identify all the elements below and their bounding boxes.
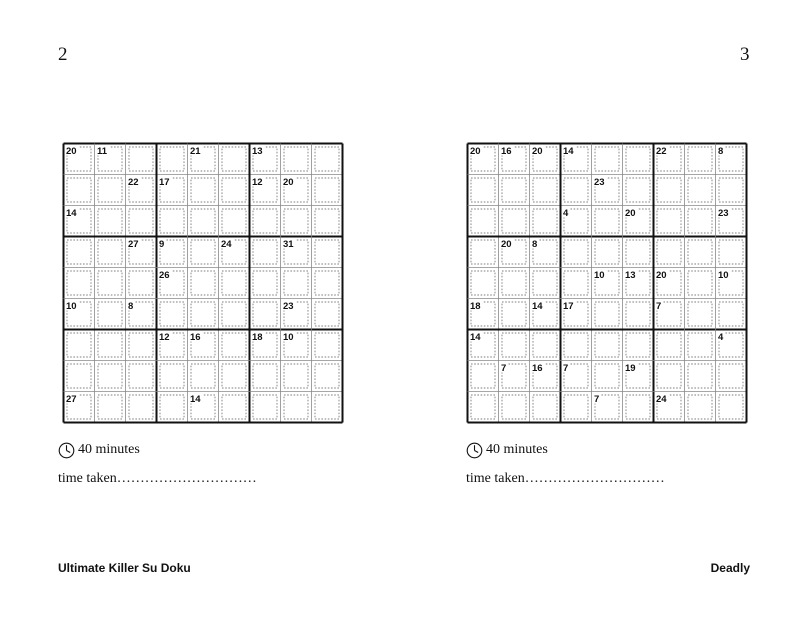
sudoku-cell[interactable] (219, 237, 250, 268)
sudoku-cell[interactable] (561, 361, 592, 392)
time-taken-right: time taken………………………… (466, 471, 665, 486)
page-number-right: 3 (740, 44, 750, 65)
sudoku-cell[interactable] (281, 268, 312, 299)
sudoku-cell[interactable] (716, 237, 747, 268)
sudoku-cell[interactable] (499, 237, 530, 268)
sudoku-cell[interactable] (468, 392, 499, 423)
sudoku-cell[interactable] (561, 330, 592, 361)
sudoku-cell[interactable] (281, 330, 312, 361)
sudoku-cell[interactable] (312, 206, 343, 237)
sudoku-cell[interactable] (157, 392, 188, 423)
sudoku-cell[interactable] (64, 206, 95, 237)
sudoku-cell[interactable] (188, 268, 219, 299)
sudoku-cell[interactable] (685, 268, 716, 299)
sudoku-cell[interactable] (126, 361, 157, 392)
sudoku-cell[interactable] (95, 330, 126, 361)
sudoku-cell[interactable] (281, 237, 312, 268)
sudoku-cell[interactable] (312, 392, 343, 423)
sudoku-cell[interactable] (716, 144, 747, 175)
sudoku-cell[interactable] (157, 299, 188, 330)
sudoku-cell[interactable] (95, 268, 126, 299)
sudoku-cell[interactable] (95, 237, 126, 268)
sudoku-cell[interactable] (623, 144, 654, 175)
sudoku-cell[interactable] (95, 144, 126, 175)
sudoku-cell[interactable] (530, 392, 561, 423)
sudoku-cell[interactable] (126, 175, 157, 206)
sudoku-cell[interactable] (499, 268, 530, 299)
sudoku-cell[interactable] (530, 206, 561, 237)
sudoku-cell[interactable] (250, 237, 281, 268)
sudoku-cell[interactable] (592, 175, 623, 206)
sudoku-cell[interactable] (499, 206, 530, 237)
sudoku-cell[interactable] (281, 361, 312, 392)
sudoku-cell[interactable] (468, 175, 499, 206)
sudoku-cell[interactable] (95, 361, 126, 392)
sudoku-cell[interactable] (312, 237, 343, 268)
sudoku-cell[interactable] (685, 237, 716, 268)
sudoku-cell[interactable] (499, 144, 530, 175)
sudoku-cell[interactable] (250, 361, 281, 392)
sudoku-cell[interactable] (64, 175, 95, 206)
killer-sudoku-grid-left (62, 142, 345, 425)
time-target-left: 40 minutes (78, 442, 140, 457)
sudoku-cell[interactable] (499, 361, 530, 392)
sudoku-cell[interactable] (685, 392, 716, 423)
answer-cells (64, 144, 343, 423)
sudoku-cell[interactable] (623, 392, 654, 423)
sudoku-cell[interactable] (312, 144, 343, 175)
sudoku-cell[interactable] (530, 144, 561, 175)
sudoku-cell[interactable] (219, 392, 250, 423)
sudoku-cell[interactable] (281, 144, 312, 175)
sudoku-cell[interactable] (64, 237, 95, 268)
sudoku-cell[interactable] (623, 206, 654, 237)
sudoku-cell[interactable] (592, 330, 623, 361)
time-taken-left: time taken………………………… (58, 471, 257, 486)
sudoku-cell[interactable] (499, 392, 530, 423)
sudoku-cell[interactable] (592, 361, 623, 392)
sudoku-cell[interactable] (250, 206, 281, 237)
sudoku-cell[interactable] (157, 144, 188, 175)
sudoku-cell[interactable] (623, 299, 654, 330)
sudoku-cell[interactable] (592, 268, 623, 299)
sudoku-cell[interactable] (654, 206, 685, 237)
sudoku-cell[interactable] (716, 361, 747, 392)
sudoku-cell[interactable] (561, 175, 592, 206)
sudoku-cell[interactable] (126, 206, 157, 237)
sudoku-cell[interactable] (654, 330, 685, 361)
sudoku-cell[interactable] (157, 175, 188, 206)
sudoku-cell[interactable] (126, 392, 157, 423)
sudoku-cell[interactable] (188, 392, 219, 423)
sudoku-cell[interactable] (281, 299, 312, 330)
sudoku-cell[interactable] (188, 144, 219, 175)
sudoku-cell[interactable] (654, 268, 685, 299)
sudoku-cell[interactable] (64, 299, 95, 330)
sudoku-cell[interactable] (654, 299, 685, 330)
sudoku-cell[interactable] (530, 299, 561, 330)
sudoku-cell[interactable] (592, 206, 623, 237)
sudoku-cell[interactable] (623, 361, 654, 392)
sudoku-cell[interactable] (188, 175, 219, 206)
sudoku-cell[interactable] (188, 237, 219, 268)
sudoku-cell[interactable] (281, 206, 312, 237)
sudoku-cell[interactable] (592, 392, 623, 423)
sudoku-cell[interactable] (157, 268, 188, 299)
sudoku-cell[interactable] (592, 237, 623, 268)
sudoku-cell[interactable] (468, 268, 499, 299)
sudoku-cell[interactable] (716, 392, 747, 423)
sudoku-cell[interactable] (95, 392, 126, 423)
sudoku-cell[interactable] (157, 330, 188, 361)
sudoku-cell[interactable] (561, 392, 592, 423)
sudoku-cell[interactable] (219, 268, 250, 299)
sudoku-cell[interactable] (716, 330, 747, 361)
sudoku-cell[interactable] (654, 144, 685, 175)
sudoku-cell[interactable] (157, 206, 188, 237)
killer-sudoku-grid-right (466, 142, 749, 425)
sudoku-cell[interactable] (157, 361, 188, 392)
sudoku-cell[interactable] (685, 299, 716, 330)
sudoku-cell[interactable] (685, 361, 716, 392)
sudoku-cell[interactable] (157, 237, 188, 268)
sudoku-cell[interactable] (468, 299, 499, 330)
footer-book-title: Ultimate Killer Su Doku (58, 561, 191, 575)
sudoku-cell[interactable] (716, 175, 747, 206)
sudoku-cell[interactable] (499, 299, 530, 330)
sudoku-cell[interactable] (592, 299, 623, 330)
sudoku-cell[interactable] (654, 175, 685, 206)
sudoku-cell[interactable] (219, 361, 250, 392)
sudoku-cell[interactable] (468, 361, 499, 392)
sudoku-cell[interactable] (250, 330, 281, 361)
sudoku-cell[interactable] (250, 175, 281, 206)
sudoku-cell[interactable] (126, 237, 157, 268)
sudoku-cell[interactable] (561, 237, 592, 268)
sudoku-cell[interactable] (592, 144, 623, 175)
sudoku-cell[interactable] (499, 330, 530, 361)
sudoku-cell[interactable] (126, 330, 157, 361)
sudoku-cell[interactable] (530, 237, 561, 268)
sudoku-cell[interactable] (219, 330, 250, 361)
sudoku-cell[interactable] (312, 361, 343, 392)
sudoku-cell[interactable] (250, 392, 281, 423)
sudoku-cell[interactable] (312, 330, 343, 361)
clock-icon (58, 442, 75, 459)
sudoku-cell[interactable] (64, 361, 95, 392)
sudoku-cell[interactable] (468, 206, 499, 237)
sudoku-cell[interactable] (219, 206, 250, 237)
sudoku-cell[interactable] (95, 299, 126, 330)
sudoku-cell[interactable] (95, 175, 126, 206)
sudoku-cell[interactable] (468, 330, 499, 361)
sudoku-cell[interactable] (716, 206, 747, 237)
sudoku-cell[interactable] (561, 206, 592, 237)
sudoku-cell[interactable] (64, 144, 95, 175)
sudoku-cell[interactable] (188, 206, 219, 237)
sudoku-cell[interactable] (188, 299, 219, 330)
sudoku-cell[interactable] (716, 299, 747, 330)
sudoku-cell[interactable] (716, 268, 747, 299)
sudoku-cell[interactable] (250, 299, 281, 330)
sudoku-cell[interactable] (188, 361, 219, 392)
sudoku-cell[interactable] (623, 268, 654, 299)
sudoku-cell[interactable] (654, 392, 685, 423)
time-target-right: 40 minutes (486, 442, 548, 457)
sudoku-cell[interactable] (685, 144, 716, 175)
sudoku-cell[interactable] (126, 268, 157, 299)
answer-cells (468, 144, 747, 423)
page-number-left: 2 (58, 44, 68, 65)
sudoku-cell[interactable] (561, 299, 592, 330)
sudoku-cell[interactable] (64, 392, 95, 423)
sudoku-cell[interactable] (685, 206, 716, 237)
sudoku-cell[interactable] (312, 175, 343, 206)
sudoku-cell[interactable] (468, 144, 499, 175)
sudoku-cell[interactable] (530, 268, 561, 299)
sudoku-cell[interactable] (126, 299, 157, 330)
sudoku-cell[interactable] (654, 237, 685, 268)
sudoku-cell[interactable] (685, 175, 716, 206)
sudoku-cell[interactable] (95, 206, 126, 237)
sudoku-cell[interactable] (530, 175, 561, 206)
sudoku-cell[interactable] (219, 144, 250, 175)
sudoku-cell[interactable] (499, 175, 530, 206)
sudoku-cell[interactable] (64, 268, 95, 299)
sudoku-cell[interactable] (188, 330, 219, 361)
sudoku-cell[interactable] (281, 392, 312, 423)
sudoku-cell[interactable] (530, 361, 561, 392)
sudoku-cell[interactable] (312, 268, 343, 299)
sudoku-cell[interactable] (623, 330, 654, 361)
sudoku-cell[interactable] (219, 175, 250, 206)
sudoku-cell[interactable] (623, 175, 654, 206)
sudoku-cell[interactable] (468, 237, 499, 268)
clock-icon (466, 442, 483, 459)
footer-difficulty: Deadly (710, 561, 750, 575)
sudoku-cell[interactable] (561, 268, 592, 299)
sudoku-cell[interactable] (623, 237, 654, 268)
sudoku-cell[interactable] (219, 299, 250, 330)
sudoku-cell[interactable] (654, 361, 685, 392)
sudoku-cell[interactable] (126, 144, 157, 175)
sudoku-cell[interactable] (281, 175, 312, 206)
sudoku-cell[interactable] (312, 299, 343, 330)
sudoku-cell[interactable] (530, 330, 561, 361)
sudoku-cell[interactable] (64, 330, 95, 361)
sudoku-cell[interactable] (250, 144, 281, 175)
sudoku-cell[interactable] (250, 268, 281, 299)
sudoku-cell[interactable] (685, 330, 716, 361)
sudoku-cell[interactable] (561, 144, 592, 175)
